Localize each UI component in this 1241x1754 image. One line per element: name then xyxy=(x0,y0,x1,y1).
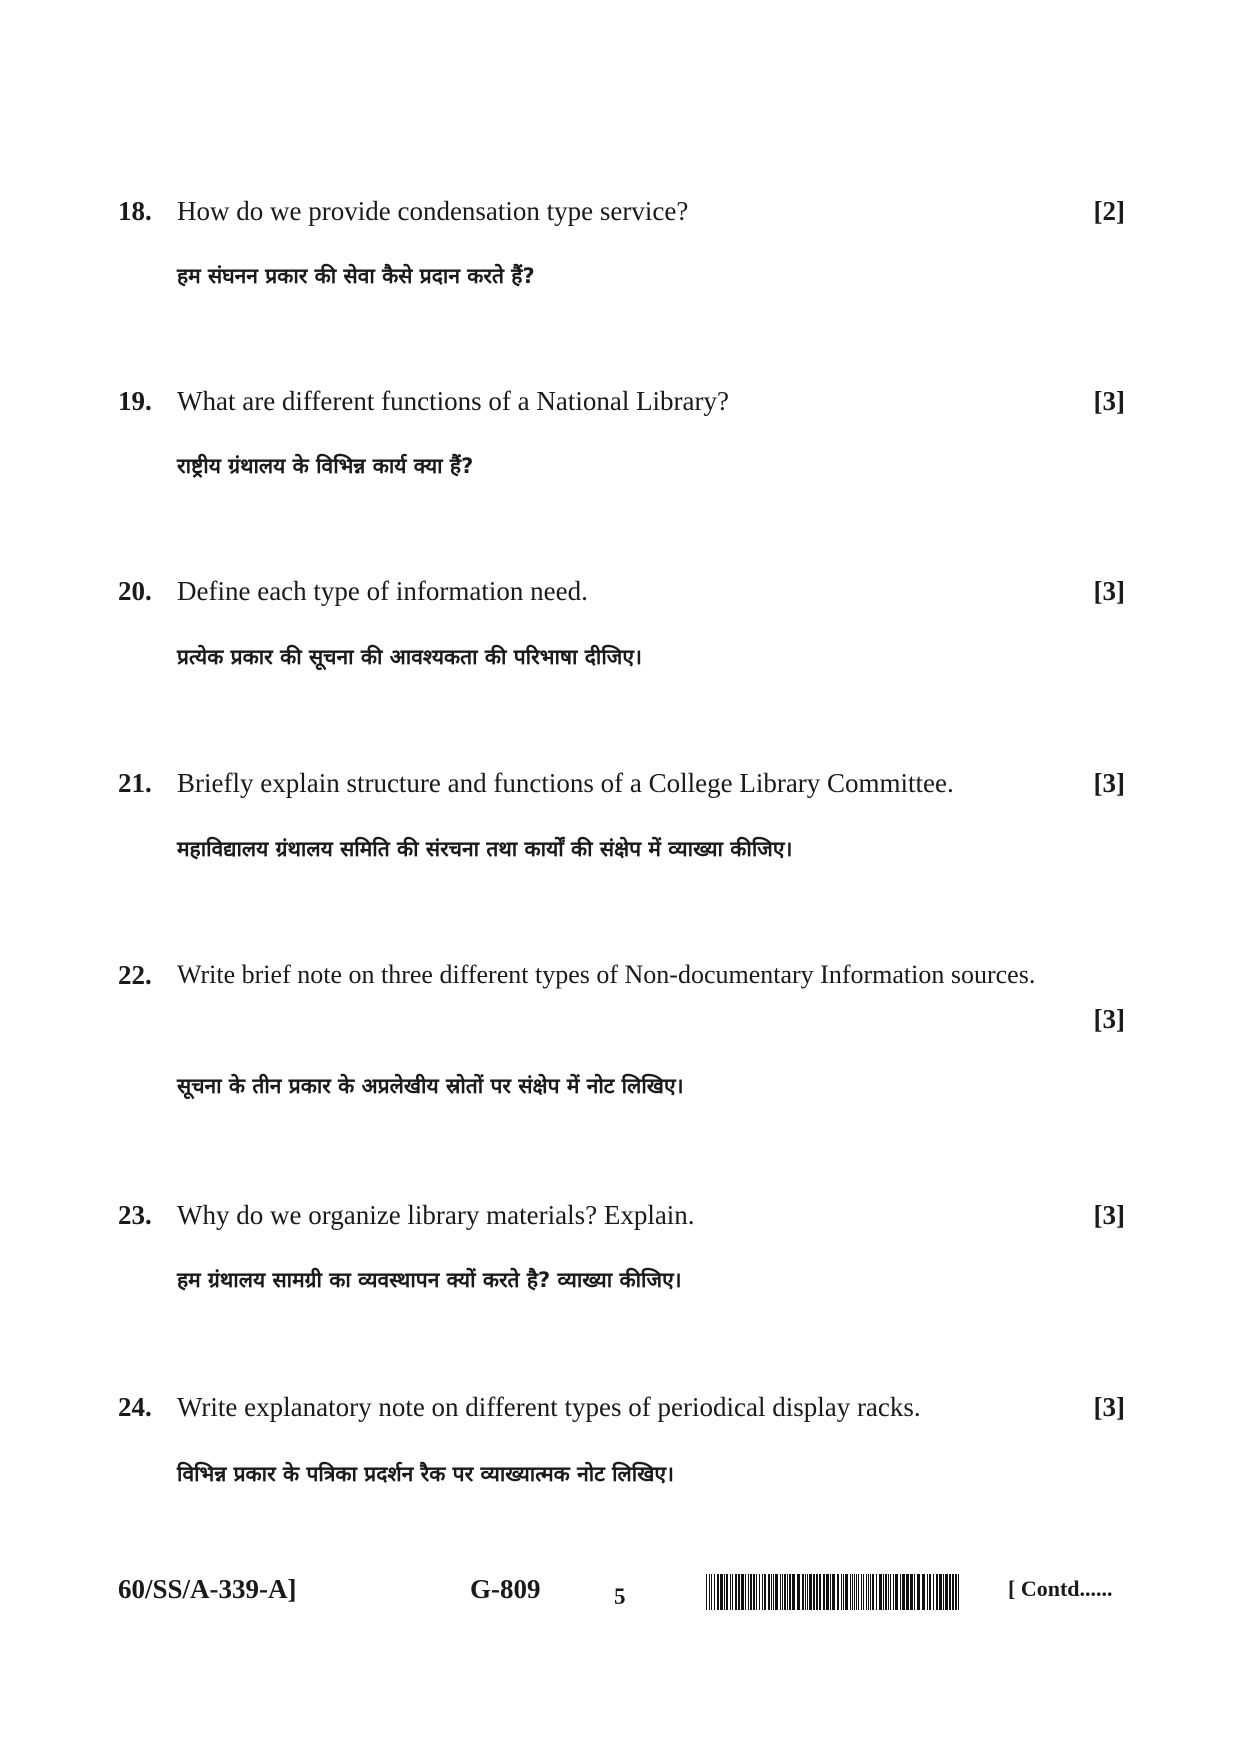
continued-label: [ Contd...... xyxy=(1008,1576,1113,1601)
question-text-hindi: हम संघनन प्रकार की सेवा कैसे प्रदान करते हैं? xyxy=(177,264,535,288)
question-text-hindi: राष्ट्रीय ग्रंथालय के विभिन्न कार्य क्या हैं? xyxy=(177,454,474,478)
question-number: 22. xyxy=(118,960,152,990)
question-number: 20. xyxy=(118,576,152,606)
question-number: 23. xyxy=(118,1200,152,1230)
question-number: 18. xyxy=(118,196,152,226)
question-text: Write brief note on three different types of Non-documentary Information sources. xyxy=(177,960,1036,989)
question-text-hindi: प्रत्येक प्रकार की सूचना की आवश्यकता की परिभाषा दीजिए। xyxy=(177,645,642,669)
question-text: Briefly explain structure and functions of a College Library Committee. xyxy=(177,768,954,798)
question-text-hindi: विभिन्न प्रकार के पत्रिका प्रदर्शन रैक पर व्याख्यात्मक नोट लिखिए। xyxy=(177,1462,674,1486)
question-number: 24. xyxy=(118,1392,152,1422)
question-number: 19. xyxy=(118,386,152,416)
question-marks: [3] xyxy=(1093,386,1125,416)
question-text-hindi: सूचना के तीन प्रकार के अप्रलेखीय स्रोतों पर संक्षेप में नोट लिखिए। xyxy=(177,1074,684,1098)
question-text: How do we provide condensation type service? xyxy=(177,196,689,226)
page-number: 5 xyxy=(614,1584,626,1609)
page-footer xyxy=(0,1574,1241,1634)
question-text: Why do we organize library materials? Explain. xyxy=(177,1200,695,1230)
question-marks: [3] xyxy=(1093,576,1125,606)
question-marks: [3] xyxy=(1093,768,1125,798)
question-marks: [2] xyxy=(1093,196,1125,226)
question-text-hindi: हम ग्रंथालय सामग्री का व्यवस्थापन क्यों करते है? व्याख्या कीजिए। xyxy=(177,1268,682,1292)
question-text: Define each type of information need. xyxy=(177,576,588,606)
question-marks: [3] xyxy=(1093,1004,1125,1034)
question-marks: [3] xyxy=(1093,1200,1125,1230)
paper-code: 60/SS/A-339-A] xyxy=(118,1574,297,1604)
question-marks: [3] xyxy=(1093,1392,1125,1422)
question-text-hindi: महाविद्यालय ग्रंथालय समिति की संरचना तथा कार्यों की संक्षेप में व्याख्या कीजिए। xyxy=(177,837,793,861)
question-text: What are different functions of a National Library? xyxy=(177,386,730,416)
question-number: 21. xyxy=(118,768,152,798)
set-code: G-809 xyxy=(470,1574,541,1604)
barcode-icon xyxy=(706,1574,960,1610)
question-text: Write explanatory note on different types of periodical display racks. xyxy=(177,1392,921,1422)
